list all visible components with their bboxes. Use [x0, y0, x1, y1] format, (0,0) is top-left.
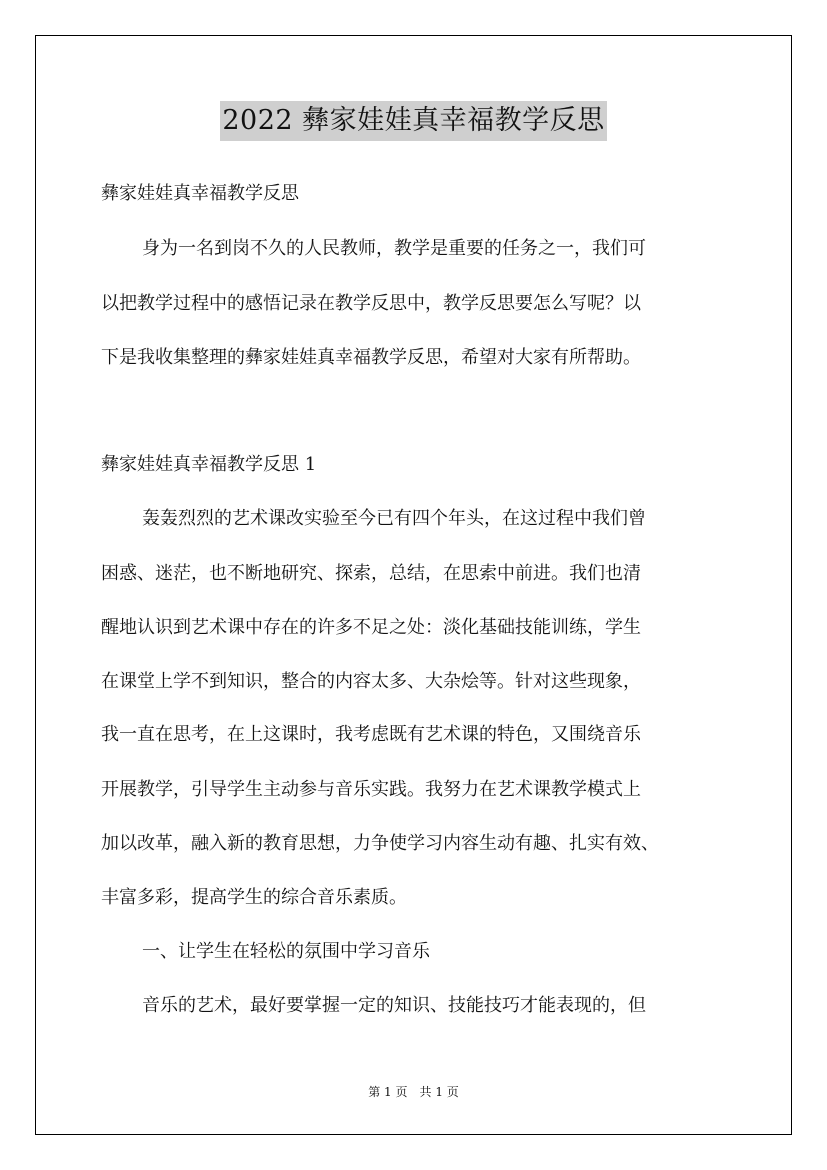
- body-line: 以把教学过程中的感悟记录在教学反思中，教学反思要怎么写呢？以: [101, 293, 641, 314]
- body-line: 轰轰烈烈的艺术课改实验至今已有四个年头，在这过程中我们曾: [142, 508, 646, 529]
- body-line: 在课堂上学不到知识，整合的内容太多、大杂烩等。针对这些现象，: [101, 671, 641, 692]
- page-footer: 第 1 页 共 1 页: [368, 1085, 459, 1099]
- title-container: [0, 101, 827, 141]
- section-heading: 彝家娃娃真幸福教学反思 1: [101, 454, 317, 475]
- subtitle-line: 彝家娃娃真幸福教学反思: [101, 183, 299, 204]
- body-line: 身为一名到岗不久的人民教师，教学是重要的任务之一，我们可: [142, 238, 646, 259]
- subheading-line: 一、让学生在轻松的氛围中学习音乐: [142, 941, 430, 962]
- body-line: 醒地认识到艺术课中存在的许多不足之处：淡化基础技能训练，学生: [101, 617, 641, 638]
- body-line: 下是我收集整理的彝家娃娃真幸福教学反思，希望对大家有所帮助。: [101, 347, 641, 368]
- body-line: 丰富多彩，提高学生的综合音乐素质。: [101, 887, 407, 908]
- body-line: 困惑、迷茫，也不断地研究、探索，总结，在思索中前进。我们也清: [101, 563, 641, 584]
- body-line: 加以改革，融入新的教育思想，力争使学习内容生动有趣、扎实有效、: [101, 833, 659, 854]
- body-line: 开展教学，引导学生主动参与音乐实践。我努力在艺术课教学模式上: [101, 779, 641, 800]
- body-line: 音乐的艺术，最好要掌握一定的知识、技能技巧才能表现的，但: [142, 995, 646, 1016]
- body-line: 我一直在思考，在上这课时，我考虑既有艺术课的特色，又围绕音乐: [101, 724, 641, 745]
- document-title: 2022 彝家娃娃真幸福教学反思: [220, 101, 606, 141]
